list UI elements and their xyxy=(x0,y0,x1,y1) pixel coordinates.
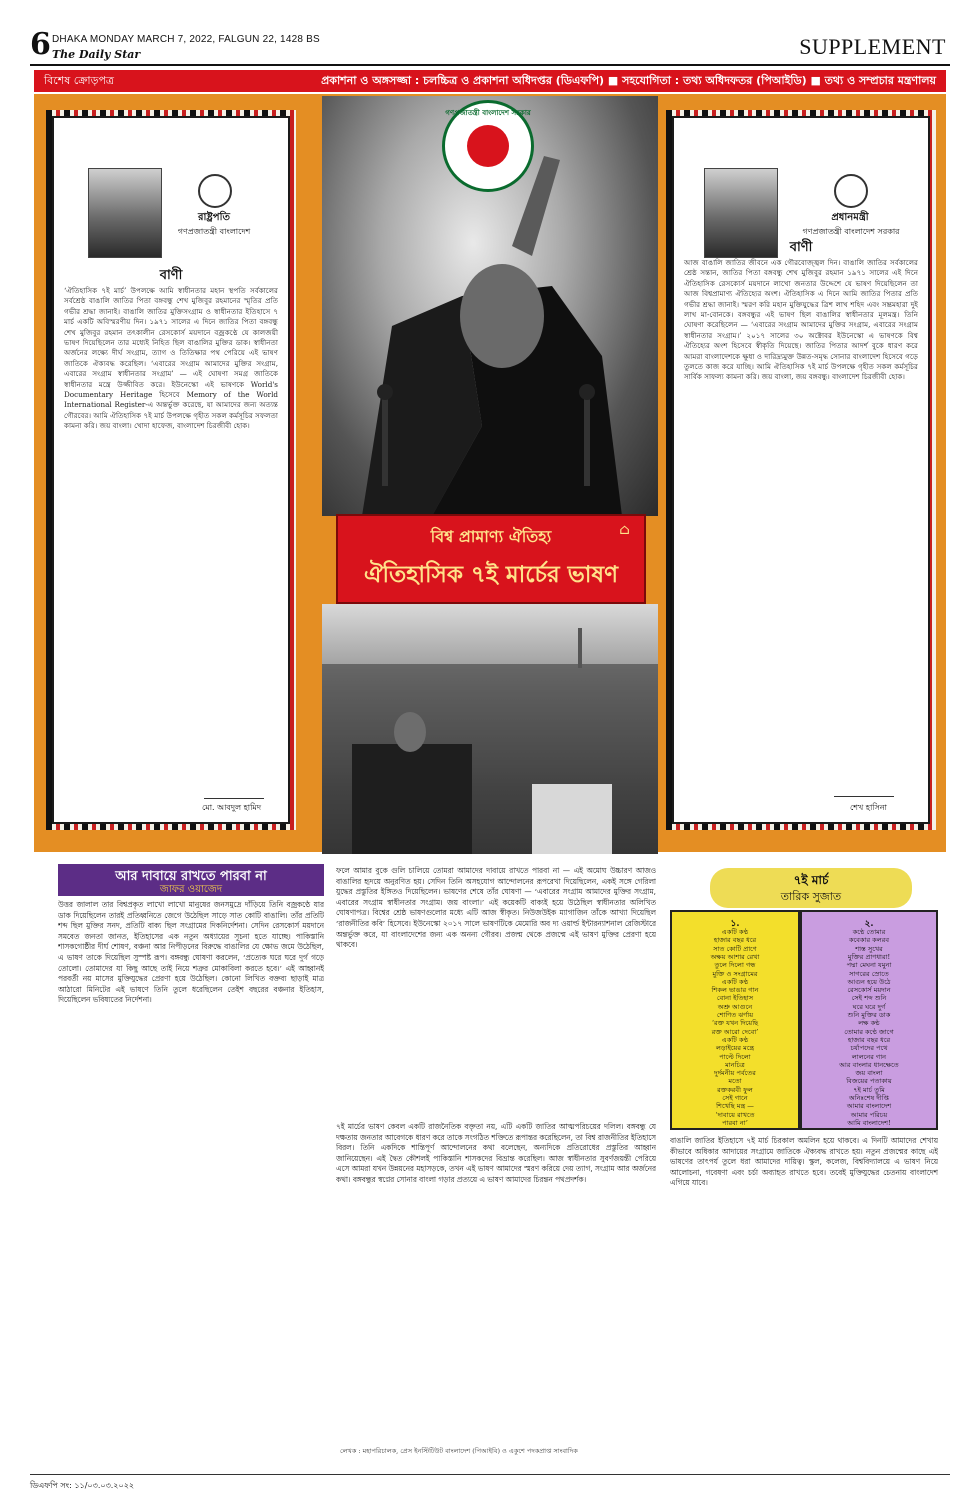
poem-line: শিখেছি মন্ত্র — xyxy=(716,1102,754,1111)
poem-line: লালনের গান xyxy=(851,1052,887,1061)
banner-credits: প্রকাশনা ও অঙ্গসজ্জা : চলচ্চিত্র ও প্রকাশনা অধিদপ্তর (ডিএফপি) ■ সহযোগিতা : তথ্য অধিদফতর (পিআইডি) ■ তথ্য ও সম্প্রচার মন্ত্রণালয় xyxy=(321,73,936,87)
poem-line: কবেকার কলরব xyxy=(848,936,889,945)
essay-credit: লেখক : মহাপরিচালক, প্রেস ইনস্টিটিউট বাংলাদেশ (পিআইবি) ও একুশে পদকপ্রাপ্ত সাংবাদিক xyxy=(340,1447,578,1455)
headline-box xyxy=(336,514,646,604)
poem-part-1 xyxy=(670,910,800,1130)
poem-line: রক্ত আরো দেবো’ xyxy=(711,1027,759,1036)
poem-line: তুলে দিলো গন্ধ xyxy=(714,961,756,970)
poem-line: ৭ই মার্চ তুমি xyxy=(853,1085,885,1094)
poem-line: একটি কণ্ঠ xyxy=(721,928,749,936)
poem-line: রেসকোর্স ময়দান xyxy=(847,986,891,995)
poem-part-2 xyxy=(800,910,938,1130)
poem-line: অক্ষয় আশার রেখা xyxy=(710,952,760,961)
pm-message-heading: বাণী xyxy=(789,240,813,255)
pm-office: গণপ্রজাতন্ত্রী বাংলাদেশ সরকার xyxy=(802,227,900,236)
poem-line: লক্ষ কণ্ঠ xyxy=(858,1019,880,1028)
poem-line: মুক্তি ও সংগ্রামের xyxy=(712,969,758,978)
poem-line: আর বাংলার ধানক্ষেতে xyxy=(839,1060,899,1069)
racecourse-crowd-photo xyxy=(322,604,658,854)
poem-line: সেই গানে xyxy=(722,1094,748,1102)
poem-line: চর্যাপদের পথে xyxy=(850,1044,888,1053)
masthead-logo: The Daily Star xyxy=(52,48,141,61)
essay-title: আর দাবায়ে রাখতে পারবা না xyxy=(115,869,267,884)
poem-line: কণ্ঠে তোমার xyxy=(852,928,886,936)
poem-line: শুনি মুক্তির ডাক xyxy=(847,1011,891,1019)
poem-line: পারবা না’ xyxy=(722,1118,748,1127)
state-emblem-icon xyxy=(198,174,232,208)
dateline: DHAKA MONDAY MARCH 7, 2022, FALGUN 22, 1428 BS xyxy=(52,34,320,45)
president-message-body: ‘ঐতিহাসিক ৭ই মার্চ’ উপলক্ষে আমি স্বাধীনতার মহান স্থপতি সর্বকালের সর্বশ্রেষ্ঠ বাঙালি জাতির পিতা বঙ্গবন্ধু শেখ মুজিবুর রহমানের স্মৃতির প্রতি গভীর শ্রদ্ধা জানাই। বাঙালি জাতির মুক্তিসংগ্রাম ও স্বাধীনতার ইতিহাসে ৭ মার্চ একটি অবিস্মরণীয় দিন। ১৯৭১ সালের এ দিনে জাতির পিতা বঙ্গবন্ধু শেখ মুজিবুর রহমান তৎকালীন রেসকোর্স ময়দানে বজ্রকণ্ঠে যে কালজয়ী ভাষণ দিয়েছিলেন তার মধ্যেই নিহিত ছিল বাঙালির মুক্তির ডাক। স্বাধীনতা অর্জনের লক্ষ্যে দীর্ঘ সংগ্রাম, ত্যাগ ও তিতিক্ষার পথ পেরিয়ে এই ভাষণ জাতিকে ঐক্যবদ্ধ করেছিল। ‘এবারের সংগ্রাম আমাদের মুক্তির সংগ্রাম, এবারের সংগ্রাম স্বাধীনতার সংগ্রাম’ — এই ঘোষণা সমগ্র জাতিকে স্বাধীনতার মন্ত্রে উজ্জীবিত করে। ইউনেস্কো এই ভাষণকে World's Documentary Heritage হিসেবে Memory of the World International Register-এ অন্তর্ভুক্ত করেছে, যা আমাদের জন্য অত্যন্ত গৌরবের। আমি ঐতিহাসিক ৭ই মার্চ উপলক্ষে গৃহীত সকল কর্মসূচির সফলতা কামনা করি। জয় বাংলা। খোদা হাফেজ, বাংলাদেশ চিরজীবী হোক। xyxy=(64,286,278,431)
president-signature xyxy=(204,780,264,799)
pm-name: শেখ হাসিনা xyxy=(850,803,887,812)
poem-line: একটি কণ্ঠ xyxy=(721,1035,749,1044)
poem-line: পদ্মা মেঘনা যমুনা xyxy=(846,961,892,970)
poem-line: হাজার বছর ধরে xyxy=(847,1035,891,1044)
crowd-photo-illustration xyxy=(322,604,658,854)
poem-line: রক্তকরবী ফুল xyxy=(717,1085,753,1094)
poem-line: শাস্ত সুখের xyxy=(855,944,883,953)
header-rule xyxy=(30,64,950,66)
poem-line: শোণিত ঝর্ণায় xyxy=(716,1011,754,1019)
president-name: মো. আবদুল হামিদ xyxy=(202,803,262,812)
government-seal xyxy=(442,100,534,192)
poem-line: পাল্টে দিলো xyxy=(719,1052,751,1061)
poem-line: তোমার কণ্ঠে জাগে xyxy=(844,1027,894,1036)
poem-line: অশ্রু আগুনে xyxy=(717,1002,753,1011)
poem-line: মুক্তির প্রাণধারা! xyxy=(847,952,891,961)
poem-line: আমি বাংলাদেশ! xyxy=(847,1118,891,1127)
president-portrait xyxy=(88,168,162,258)
section-title: SUPPLEMENT xyxy=(799,34,946,59)
poem-header xyxy=(710,868,912,908)
poem-line: শিকল ভাঙার গান xyxy=(711,986,759,995)
footer-rule xyxy=(30,1474,950,1475)
poem-line: অনিঃশেষ দীপ্তি xyxy=(849,1094,889,1102)
poem-line: একটি কণ্ঠ xyxy=(721,977,749,986)
poem-line: হাজার বছর ধরে xyxy=(713,936,757,945)
poem-line: মানচিত্র xyxy=(725,1060,745,1069)
poem-line: বিজয়ের পতাকায় xyxy=(846,1077,892,1086)
poem-line: ‘দাবায়ে রাখতে xyxy=(715,1110,755,1119)
banner-left-label: বিশেষ ক্রোড়পত্র xyxy=(44,73,115,87)
poem-line: দুর্দমনীয় পর্বতের xyxy=(714,1069,756,1078)
poem-line: আমার পরিচয় xyxy=(850,1110,888,1119)
poem-line: ঘরে ঘরে দুর্গ xyxy=(852,1002,886,1011)
seal-text: গণপ্রজাতন্ত্রী বাংলাদেশ সরকার xyxy=(445,108,531,117)
supplement-banner xyxy=(34,70,946,92)
essay-header xyxy=(58,864,324,896)
pm-signature xyxy=(834,778,894,797)
headline-subtitle: বিশ্ব প্রামাণ্য ঐতিহ্য xyxy=(430,527,552,546)
poem-author: তারিক সুজাত xyxy=(780,890,842,903)
essay-column-1: উত্তর জালাল তার বিশ্বপ্রকৃত লাখো লাখো মানুষের জনসমুদ্রে দাঁড়িয়ে তিনি বজ্রকণ্ঠে যার ডাক দিয়েছিলেন তারই প্রতিধ্বনিতে জেগে উঠেছিল সাড়ে সাত কোটি বাঙালি। তাঁর প্রতিটি শব্দ ছিল মুক্তির সনদ, প্রতিটি বাক্য ছিল সংগ্রামের দিকনির্দেশনা। সেদিন রেসকোর্স ময়দানে সমবেত জনতা জানত, ইতিহাসের এক নতুন অধ্যায়ের সূচনা হতে যাচ্ছে। পাকিস্তানি শাসকগোষ্ঠীর দীর্ঘ শোষণ, বঞ্চনা আর নিপীড়নের বিরুদ্ধে বাঙালির যে ক্ষোভ জমে উঠেছিল, এ ভাষণ তাকে দিয়েছিল সুস্পষ্ট রূপ। বঙ্গবন্ধু ঘোষণা করলেন, ‘প্রত্যেক ঘরে ঘরে দুর্গ গড়ে তোলো। তোমাদের যা কিছু আছে তাই নিয়ে শত্রুর মোকাবিলা করতে হবে।’ এই আহ্বানই পরবর্তী নয় মাসের মুক্তিযুদ্ধের প্রেরণা হয়ে উঠেছিল। কোনো লিখিত বক্তব্য ছাড়াই মাত্র আঠারো মিনিটের এই ভাষণে তিনি তুলে ধরেছিলেন তেইশ বছরের বঞ্চনার ইতিহাস, দিয়েছিলেন ভবিষ্যতের নির্দেশনা। xyxy=(58,900,324,1005)
pm-message-frame xyxy=(666,110,936,830)
president-message-frame xyxy=(46,110,296,830)
president-message-heading: বাণী xyxy=(159,268,183,283)
essay-column-2: ফলে আমার বুকে গুলি চালিয়ে তোমরা আমাদের দাবায়ে রাখতে পারবা না — এই অমোঘ উচ্চারণ আজও বাঙালির হৃদয়ে অনুরণিত হয়। সেদিন তিনি অসহযোগ আন্দোলনের রূপরেখা দিয়েছিলেন, একই সঙ্গে গেরিলা যুদ্ধের প্রস্তুতির ইঙ্গিতও দিয়েছিলেন। ভাষণের শেষে তাঁর ঘোষণা — ‘এবারের সংগ্রাম আমাদের মুক্তির সংগ্রাম, এবারের সংগ্রাম স্বাধীনতার সংগ্রাম। জয় বাংলা।’ এই কয়েকটি বাক্যই হয়ে উঠেছিল স্বাধীনতার অলিখিত ঘোষণাপত্র। বিশ্বের শ্রেষ্ঠ ভাষণগুলোর মধ্যে এটি আজ স্বীকৃত। নিউজউইক ম্যাগাজিন তাঁকে আখ্যা দিয়েছিল ‘রাজনীতির কবি’ হিসেবে। ইউনেস্কো ২০১৭ সালে ভাষণটিকে মেমোরি অব দ্য ওয়ার্ল্ড ইন্টারন্যাশনাল রেজিস্টারে অন্তর্ভুক্ত করে, যা বাংলাদেশের জন্য এক অনন্য গৌরব। প্রজন্ম থেকে প্রজন্মে এই ভাষণ মুক্তির প্রেরণা হয়ে থাকবে। xyxy=(336,866,656,950)
essay-column-4: বাঙালি জাতির ইতিহাসে ৭ই মার্চ চিরকাল অমলিন হয়ে থাকবে। এ দিনটি আমাদের শেখায় কীভাবে অধিকার আদায়ের সংগ্রামে জাতিকে ঐক্যবদ্ধ রাখতে হয়। নতুন প্রজন্মের কাছে এই ভাষণের তাৎপর্য তুলে ধরা আমাদের দায়িত্ব। স্কুল, কলেজ, বিশ্ববিদ্যালয়ে এ ভাষণ নিয়ে আলোচনা, গবেষণা এবং চর্চা অব্যাহত রাখতে হবে। তবেই মুক্তিযুদ্ধের চেতনায় বাংলাদেশ এগিয়ে যাবে। xyxy=(670,1136,938,1188)
page-number: 6 xyxy=(30,27,51,62)
seal-red-disc xyxy=(467,125,509,167)
headline-title: ঐতিহাসিক ৭ই মার্চের ভাষণ xyxy=(363,561,619,588)
poem-title: ৭ই মার্চ xyxy=(793,873,829,887)
state-emblem-icon xyxy=(834,174,868,208)
poem-line: লড়াইয়ের মন্ত্রে xyxy=(715,1044,755,1053)
poem-part-2-number: ২. xyxy=(864,919,874,929)
poem-line: মতো xyxy=(728,1077,742,1086)
poem-line: সাগরের স্রোতে xyxy=(849,969,889,978)
poem-line: ‘রক্ত যখন দিয়েছি xyxy=(711,1019,759,1028)
poem-line: সেই শব্দ শুনি xyxy=(851,994,887,1003)
president-office: গণপ্রজাতন্ত্রী বাংলাদেশ xyxy=(177,227,251,236)
poem-part-1-number: ১. xyxy=(730,919,740,929)
pm-seal-label: প্রধানমন্ত্রী xyxy=(831,212,869,223)
essay-column-3: ৭ই মার্চের ভাষণ কেবল একটি রাজনৈতিক বক্তৃতা নয়, এটি একটি জাতির আত্মপরিচয়ের দলিল। বঙ্গবন্ধু যে দক্ষতায় জনতার আবেগকে ধারণ করে তাকে সংগঠিত শক্তিতে রূপান্তর করেছিলেন, তা বিশ্ব রাজনীতির ইতিহাসে বিরল। তিনি একদিকে শান্তিপূর্ণ আন্দোলনের কথা বলেছেন, অন্যদিকে প্রতিরোধের প্রস্তুতির আহ্বান জানিয়েছেন। এই দ্বৈত কৌশলই পাকিস্তানি শাসকদের বিভ্রান্ত করেছিল। আজ স্বাধীনতার সুবর্ণজয়ন্তী পেরিয়ে এসে আমরা যখন উন্নয়নের মহাসড়কে, তখন এই ভাষণ আমাদের স্মরণ করিয়ে দেয় ত্যাগ, সংগ্রাম আর অর্জনের কথা। বঙ্গবন্ধুর স্বপ্নের সোনার বাংলা গড়ার প্রত্যয়ে এ ভাষণ আমাদের চিরন্তন পথপ্রদর্শক। xyxy=(336,1122,656,1184)
unesco-icon: ⌂ xyxy=(619,522,630,538)
poem-line: বোনা ইতিহাস xyxy=(716,994,754,1003)
poem-line: জয় বাংলা xyxy=(855,1069,883,1078)
poem-line: আগুন হয়ে উঠে xyxy=(847,977,891,986)
president-seal-label: রাষ্ট্রপতি xyxy=(198,212,230,223)
poem-line: সাত কোটি প্রাণে xyxy=(713,944,757,953)
footer-code: ডিএফপি সং: ১১/০৩.০৩.২০২২ xyxy=(30,1481,135,1490)
poem-line: আমার বাংলাদেশ xyxy=(846,1102,892,1111)
pm-message-body: আজ বাঙালি জাতির জীবনে এক গৌরবোজ্জ্বল দিন। বাঙালি জাতির সর্বকালের শ্রেষ্ঠ সন্তান, জাতির পিতা বঙ্গবন্ধু শেখ মুজিবুর রহমান ১৯৭১ সালের এই দিনে ঐতিহাসিক রেসকোর্স ময়দানে লাখো জনতার উদ্দেশে যে ভাষণ দিয়েছিলেন তা আজ বিশ্বপ্রামাণ্য ঐতিহ্যের অংশ। ঐতিহাসিক এ দিনে আমি জাতির পিতার প্রতি গভীর শ্রদ্ধা জানাই। স্মরণ করি মহান মুক্তিযুদ্ধের ত্রিশ লাখ শহিদ এবং সম্ভ্রমহারা দুই লাখ মা-বোনকে। বঙ্গবন্ধুর এই ভাষণ ছিল বাঙালির স্বাধীনতার মূলমন্ত্র। তিনি ঘোষণা করেছিলেন — ‘এবারের সংগ্রাম আমাদের মুক্তির সংগ্রাম, এবারের সংগ্রাম স্বাধীনতার সংগ্রাম।’ ২০১৭ সালের ৩০ অক্টোবর ইউনেস্কো এ ভাষণকে বিশ্ব ঐতিহ্যের অংশ হিসেবে স্বীকৃতি দিয়েছে। জাতির পিতার আদর্শ বুকে ধারণ করে আমরা বাংলাদেশকে ক্ষুধা ও দারিদ্র্যমুক্ত উন্নত-সমৃদ্ধ সোনার বাংলাদেশ হিসেবে গড়ে তুলতে কাজ করে যাচ্ছি। আমি ঐতিহাসিক ৭ই মার্চ উপলক্ষে গৃহীত সকল কর্মসূচির সার্বিক সাফল্য কামনা করি। জয় বাংলা, জয় বঙ্গবন্ধু। বাংলাদেশ চিরজীবী হোক। xyxy=(684,258,918,382)
essay-author: জাফর ওয়াজেদ xyxy=(159,884,223,895)
